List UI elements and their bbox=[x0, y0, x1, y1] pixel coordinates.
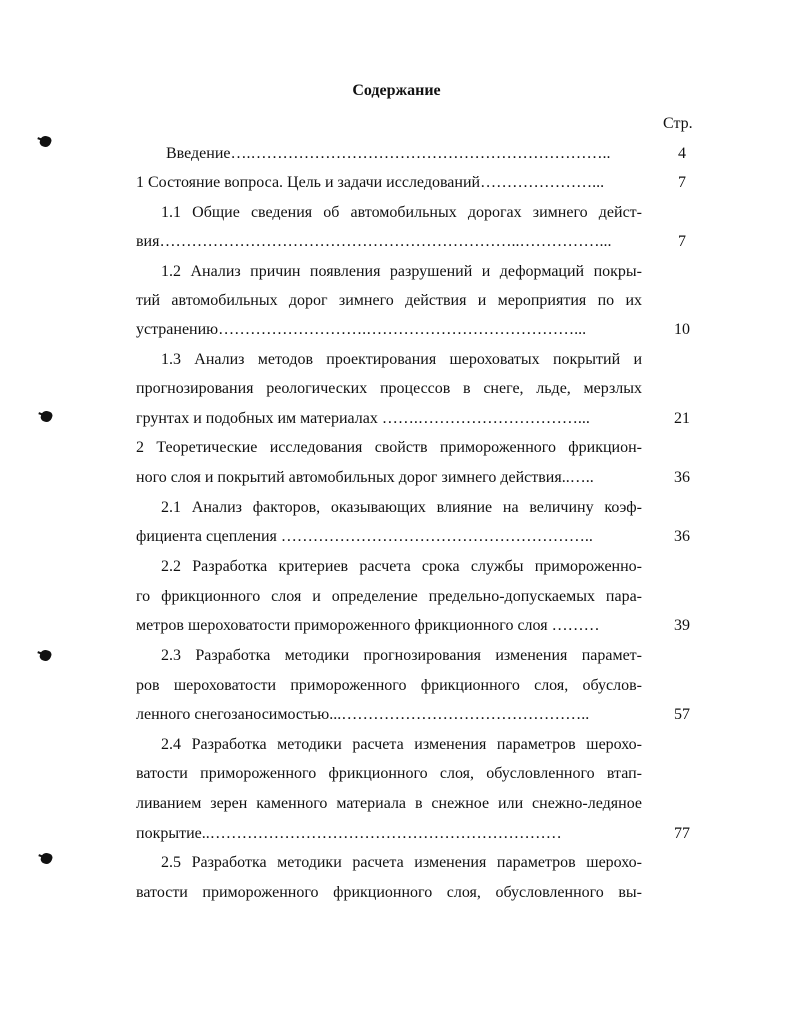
toc-page-number: 4 bbox=[678, 145, 686, 162]
toc-line: 2.5 Разработка методики расчета изменения параметров шерохо- bbox=[161, 854, 642, 871]
toc-page-number: 36 bbox=[674, 469, 690, 486]
toc-line: 2.1 Анализ факторов, оказывающих влияние на величину коэф- bbox=[161, 499, 642, 516]
scan-mark bbox=[39, 409, 53, 423]
toc-line: ливанием зерен каменного материала в снежное или снежно-ледяное bbox=[136, 795, 642, 812]
toc-line: грунтах и подобных им материалах …….…………………………... bbox=[136, 410, 590, 427]
toc-page-number: 7 bbox=[678, 233, 686, 250]
toc-line: го фрикционного слоя и определение предельно-допускаемых пара- bbox=[136, 588, 642, 605]
toc-line: тий автомобильных дорог зимнего действия и мероприятия по их bbox=[136, 292, 642, 309]
toc-page-number: 36 bbox=[674, 528, 690, 545]
toc-line: 2.2 Разработка критериев расчета срока службы примороженно- bbox=[161, 558, 642, 575]
toc-line: 1.2 Анализ причин появления разрушений и деформаций покры- bbox=[161, 263, 642, 280]
toc-line: 2.3 Разработка методики прогнозирования изменения парамет- bbox=[161, 647, 642, 664]
scan-mark bbox=[38, 648, 52, 662]
toc-line: 1.1 Общие сведения об автомобильных дорогах зимнего дейст- bbox=[161, 204, 642, 221]
toc-line: 1 Состояние вопроса. Цель и задачи исследований…………………... bbox=[136, 174, 605, 191]
toc-page-number: 10 bbox=[674, 321, 690, 338]
toc-page-number: 7 bbox=[678, 174, 686, 191]
page-column-header: Стр. bbox=[663, 115, 693, 132]
toc-line: ватости примороженного фрикционного слоя, обусловленного втап- bbox=[136, 765, 642, 782]
toc-line: ленного снегозаносимостью...……………………………………….. bbox=[136, 706, 590, 723]
toc-line: фициента сцепления ………………………………………………….. bbox=[136, 528, 593, 545]
toc-page-number: 57 bbox=[674, 706, 690, 723]
toc-line: ного слоя и покрытий автомобильных дорог зимнего действия..….. bbox=[136, 469, 594, 486]
page-title: Содержание bbox=[352, 82, 441, 99]
toc-line: 1.3 Анализ методов проектирования шероховатых покрытий и bbox=[161, 351, 642, 368]
toc-line: ватости примороженного фрикционного слоя, обусловленного вы- bbox=[136, 884, 642, 901]
toc-line: устранению……………………….…………………………………... bbox=[136, 321, 587, 338]
scan-mark bbox=[38, 134, 52, 148]
toc-line: покрытие..………………………………………………………… bbox=[136, 825, 562, 842]
toc-line: Введение….………………………………………………………….. bbox=[166, 145, 611, 162]
toc-page-number: 21 bbox=[674, 410, 690, 427]
toc-line: 2 Теоретические исследования свойств примороженного фрикцион- bbox=[136, 439, 642, 456]
toc-line: вия…………………………………………………………..……………... bbox=[136, 233, 612, 250]
toc-page-number: 77 bbox=[674, 825, 690, 842]
toc-line: 2.4 Разработка методики расчета изменения параметров шерохо- bbox=[161, 736, 642, 753]
toc-line: прогнозирования реологических процессов в снеге, льде, мерзлых bbox=[136, 380, 642, 397]
toc-page-number: 39 bbox=[674, 617, 690, 634]
toc-line: метров шероховатости примороженного фрикционного слоя ……… bbox=[136, 617, 600, 634]
scan-mark bbox=[39, 851, 53, 865]
toc-line: ров шероховатости примороженного фрикционного слоя, обуслов- bbox=[136, 677, 642, 694]
